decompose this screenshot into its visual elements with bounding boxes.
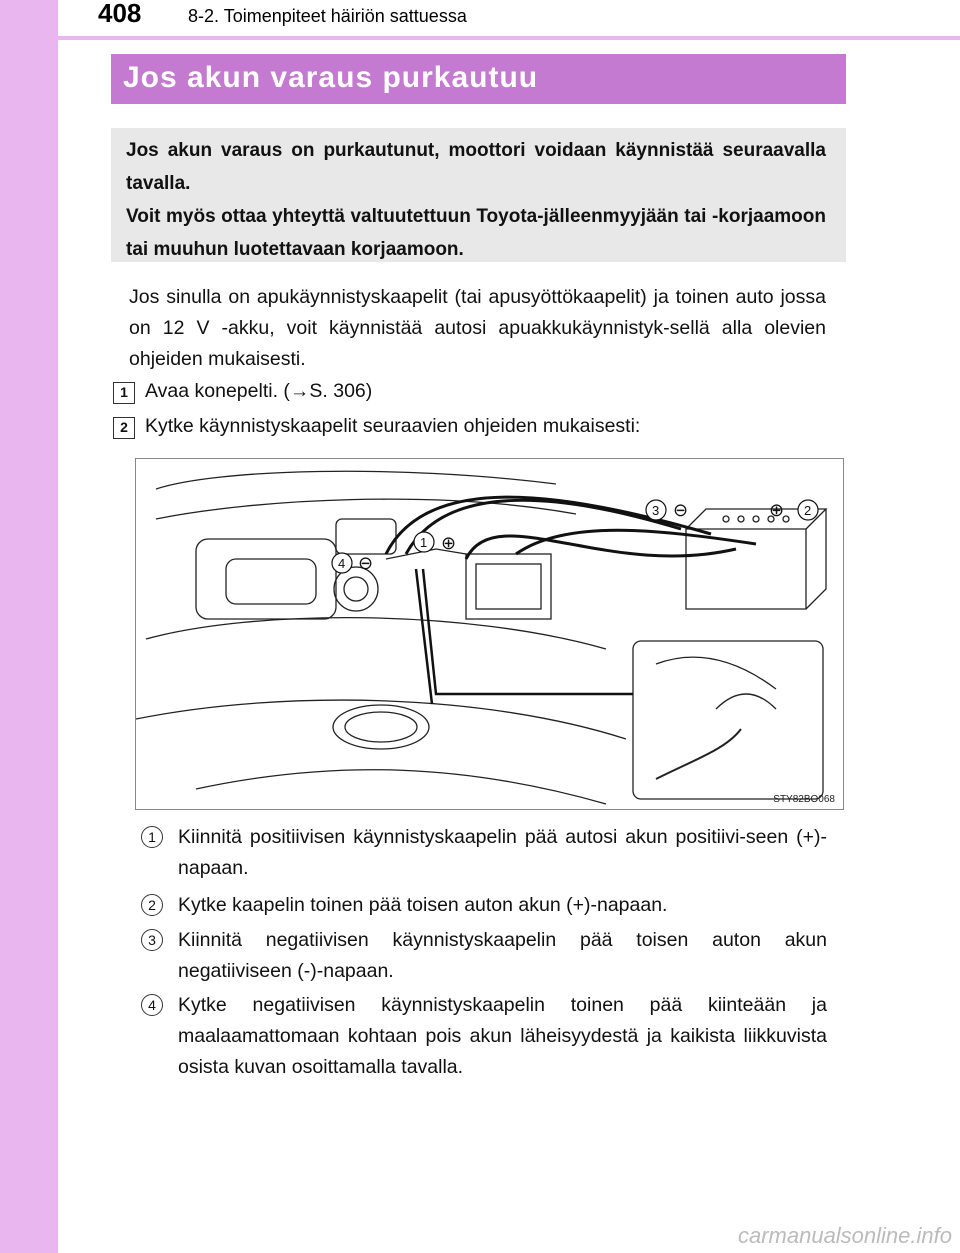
item-text: Kytke kaapelin toinen pää toisen auton akun (+)-napaan. <box>178 894 668 916</box>
side-tab <box>0 0 58 1253</box>
list-item <box>141 925 827 987</box>
list-item <box>141 890 827 921</box>
item-number: 1 <box>141 826 163 848</box>
svg-text:⊖: ⊖ <box>358 553 374 573</box>
item-text: Kiinnitä positiivisen käynnistyskaapelin pää autosi akun positiivi-seen (+)-napaan. <box>178 826 827 879</box>
svg-text:1: 1 <box>420 535 428 550</box>
item-number: 3 <box>141 929 163 951</box>
callout-4 <box>332 553 373 573</box>
item-text: Kiinnitä negatiivisen käynnistyskaapelin pää toisen auton akun negatiiviseen (-)-napaan. <box>178 929 827 982</box>
body-paragraph: Jos sinulla on apukäynnistyskaapelit (tai apusyöttökaapelit) ja toinen auto jossa on 12 V -akku, voit käynnistää autosi apuakkukäynnistyk-sellä alla olevien ohjeiden mukaisesti. <box>129 286 826 370</box>
step-text: Kytke käynnistyskaapelit seuraavien ohjeiden mukaisesti: <box>145 415 641 437</box>
header-rule <box>58 36 960 40</box>
title-bar <box>111 54 846 104</box>
step-text: Avaa konepelti. (→S. 306) <box>145 380 373 402</box>
svg-text:⊖: ⊖ <box>673 500 689 520</box>
svg-text:2: 2 <box>804 503 812 518</box>
page-number: 408 <box>98 0 142 28</box>
page-title: Jos akun varaus purkautuu <box>123 61 539 94</box>
jump-start-illustration <box>135 458 844 810</box>
step-number: 2 <box>113 417 135 439</box>
intro-box <box>111 128 846 262</box>
svg-text:4: 4 <box>338 556 346 571</box>
list-item <box>141 822 827 884</box>
item-number: 2 <box>141 894 163 916</box>
section-title: 8-2. Toimenpiteet häiriön sattuessa <box>188 6 467 26</box>
engine-bay-drawing <box>136 459 844 810</box>
step-number: 1 <box>113 382 135 404</box>
item-text: Kytke negatiivisen käynnistyskaapelin toinen pää kiinteään ja maalaamattomaan kohtaan pois akun läheisyydestä ja kaikista liikkuvista osista kuvan osoittamalla tavalla. <box>178 994 827 1078</box>
list-item <box>141 990 827 1083</box>
svg-text:⊕: ⊕ <box>769 500 785 520</box>
intro-line-1: Jos akun varaus on purkautunut, moottori voidaan käynnistää seuraavalla tavalla. <box>126 140 826 194</box>
callout-2 <box>769 500 818 520</box>
svg-text:⊕: ⊕ <box>441 533 457 553</box>
svg-text:3: 3 <box>652 503 660 518</box>
callout-3 <box>646 500 688 520</box>
figure-id: STY82BO068 <box>773 794 835 805</box>
item-number: 4 <box>141 994 163 1016</box>
intro-line-2: Voit myös ottaa yhteyttä valtuutettuun Toyota-jälleenmyyjään tai -korjaamoon tai muuhun luotettavaan korjaamoon. <box>126 206 826 260</box>
watermark: carmanualsonline.info <box>737 1223 952 1248</box>
